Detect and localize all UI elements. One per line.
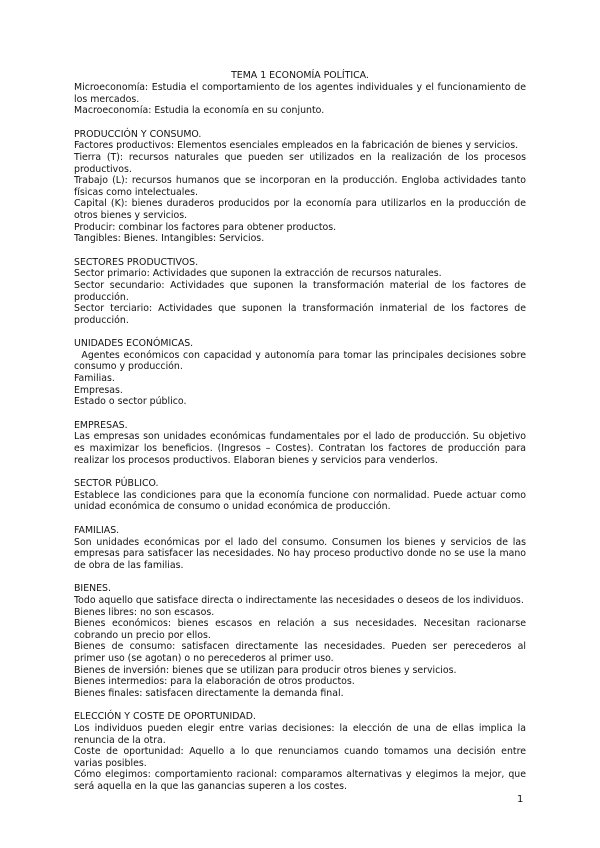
intro-block (74, 82, 526, 117)
section-paragraph: Agentes económicos con capacidad y autonomía para tomar las principales decisiones sobre consumo y producción. (74, 349, 529, 373)
section-paragraph: Capital (K): bienes duraderos producidos por la economía para utilizarlos en la producción de otros bienes y servicios. (74, 198, 526, 221)
section-paragraph: Bienes finales: satisfacen directamente la demanda final. (74, 687, 344, 699)
section-paragraph: Bienes libres: no son escasos. (74, 606, 215, 618)
section (74, 338, 529, 408)
section-paragraph: Los individuos pueden elegir entre varias decisiones: la elección de una de ellas implica la renuncia de la otra. (74, 722, 526, 746)
intro-paragraph: Macroeconomía: Estudia la economía en su conjunto. (74, 105, 325, 117)
section-paragraph: Factores productivos: Elementos esenciales empleados en la fabricación de bienes y servicios. (74, 140, 519, 152)
section-paragraph: Producir: combinar los factores para obtener productos. (74, 221, 337, 233)
section-heading: EMPRESAS. (74, 419, 128, 431)
section-paragraph: Todo aquello que satisface directa o indirectamente las necesidades o deseos de los individuos. (74, 594, 524, 606)
section-heading: SECTOR PÚBLICO. (74, 478, 159, 490)
section (74, 420, 526, 466)
section-heading: FAMILIAS. (74, 525, 120, 536)
section-paragraph: Trabajo (L): recursos humanos que se incorporan en la producción. Engloba actividades tanto físicas como intelectuales. (74, 175, 526, 198)
section-paragraph: Bienes de inversión: bienes que se utilizan para producir otros bienes y servicios. (74, 664, 457, 676)
section (74, 711, 526, 792)
section-paragraph: Sector primario: Actividades que suponen la extracción de recursos naturales. (74, 268, 442, 280)
page-number: 1 (517, 794, 524, 805)
section (74, 583, 526, 699)
section-paragraph: Las empresas son unidades económicas fundamentales por el lado de producción. Su objetivo es maximizar los beneficios. (Ingresos – Costes). Contratan los factores de producción para realizar los procesos productivos. Elaboran bienes y servicios para venderlos. (74, 431, 526, 466)
section-heading: ELECCIÓN Y COSTE DE OPORTUNIDAD. (74, 711, 256, 723)
document-body (74, 70, 529, 792)
intro-paragraph: Microeconomía: Estudia el comportamiento de los agentes individuales y el funcionamiento de los mercados. (74, 82, 526, 105)
section-paragraph: Estado o sector público. (74, 396, 187, 408)
section-paragraph: Sector terciario: Actividades que suponen la transformación inmaterial de los factores de producción. (74, 303, 526, 326)
document-title: TEMA 1 ECONOMÍA POLÍTICA. (231, 70, 369, 81)
section-heading: BIENES. (74, 583, 111, 595)
section-paragraph: Bienes intermedios: para la elaboración de otros productos. (74, 676, 355, 688)
section-paragraph: Son unidades económicas por el lado del consumo. Consumen los bienes y servicios de las empresas para satisfacer las necesidades. No hay proceso productivo donde no se use la mano de obra de las familias. (74, 536, 526, 571)
section-paragraph: Familias. (74, 373, 115, 385)
section-heading: UNIDADES ECONÓMICAS. (74, 338, 194, 350)
section-heading: SECTORES PRODUCTIVOS. (74, 256, 199, 268)
section-paragraph: Establece las condiciones para que la economía funcione con normalidad. Puede actuar como unidad económica de consumo o unidad económica de producción. (74, 489, 526, 513)
section (74, 525, 526, 571)
section-paragraph: Sector secundario: Actividades que suponen la transformación material de los factores de producción. (74, 279, 526, 303)
section-paragraph: Coste de oportunidad: Aquello a lo que renunciamos cuando tomamos una decisión entre varias posibles. (74, 746, 526, 769)
sections-container (74, 128, 529, 793)
section-paragraph: Cómo elegimos: comportamiento racional: comparamos alternativas y elegimos la mejor, que será aquella en la que las ganancias superen a los costes. (74, 769, 526, 792)
section-heading: PRODUCCIÓN Y CONSUMO. (74, 128, 202, 140)
section (74, 129, 526, 245)
section (74, 478, 526, 513)
section-paragraph: Bienes de consumo: satisfacen directamente las necesidades. Pueden ser perecederos al primer uso (se agotan) o no perecederos al primer uso. (74, 641, 526, 664)
section (74, 257, 526, 327)
section-paragraph: Tierra (T): recursos naturales que pueden ser utilizados en la realización de los procesos productivos. (74, 151, 526, 175)
section-paragraph: Tangibles: Bienes. Intangibles: Servicios. (74, 233, 265, 245)
section-paragraph: Bienes económicos: bienes escasos en relación a sus necesidades. Necesitan racionarse cobrando un precio por ellos. (74, 618, 526, 641)
section-paragraph: Empresas. (74, 384, 123, 396)
